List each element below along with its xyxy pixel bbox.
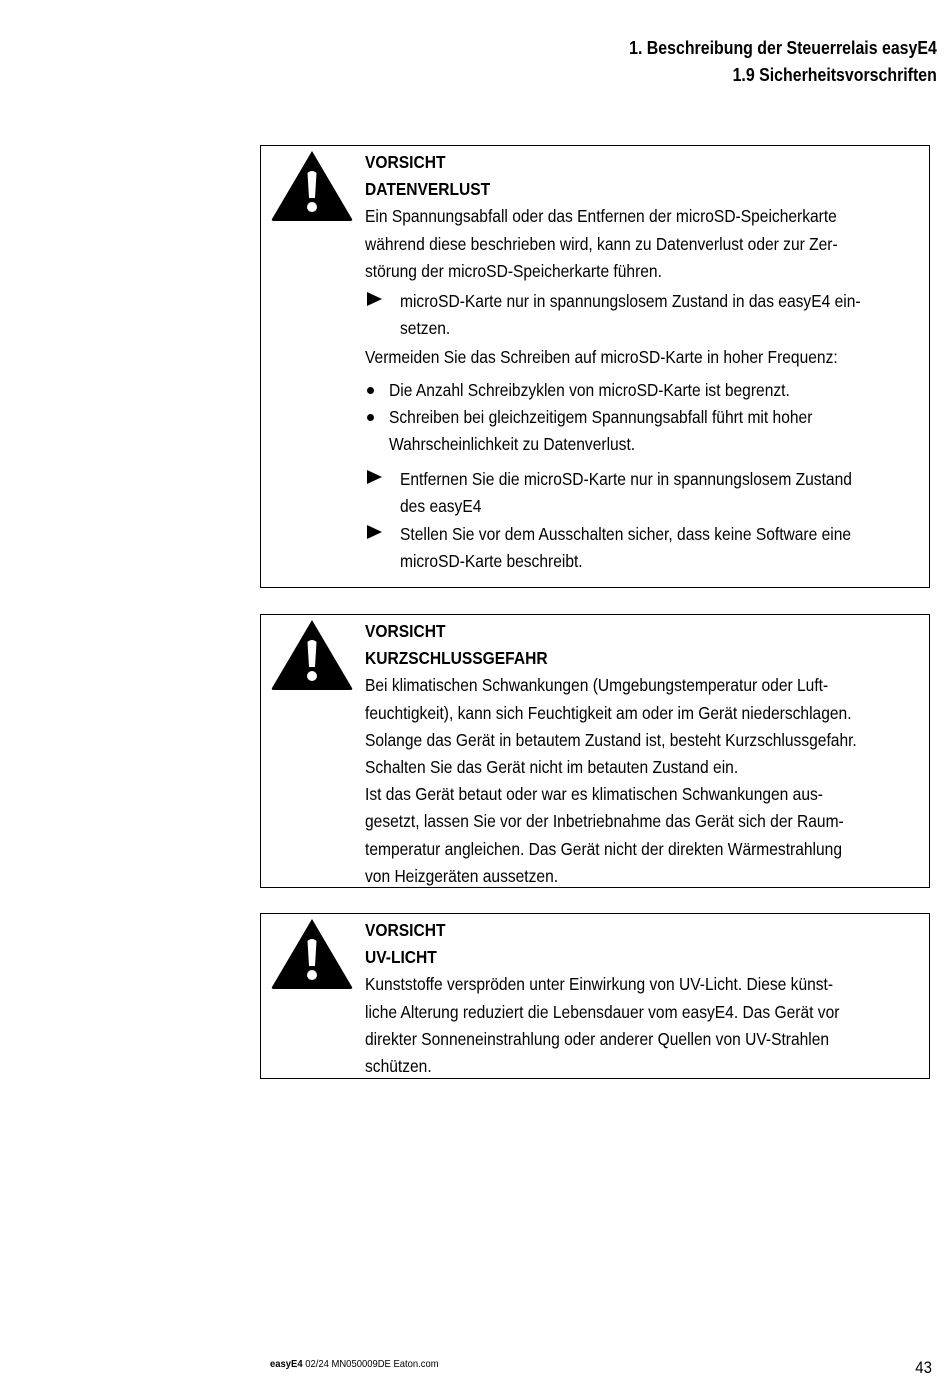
warning-content bbox=[365, 146, 929, 580]
warning-box-uv-licht bbox=[260, 913, 930, 1079]
warning-text-line: Bei klimatischen Schwankungen (Umgebungstemperatur oder Luft- bbox=[365, 675, 829, 696]
page-footer bbox=[270, 1358, 439, 1370]
instruction-step bbox=[365, 466, 923, 520]
warning-title: KURZSCHLUSSGEFAHR bbox=[365, 648, 548, 669]
page-header bbox=[579, 34, 937, 88]
warning-text-line: von Heizgeräten aussetzen. bbox=[365, 865, 559, 886]
bullet-icon bbox=[367, 387, 374, 394]
list-item bbox=[365, 377, 923, 404]
bullet-icon bbox=[367, 414, 374, 421]
list-item-text: Wahrscheinlichkeit zu Datenverlust. bbox=[389, 434, 636, 455]
warning-text-line: schützen. bbox=[365, 1056, 432, 1077]
step-text-line: microSD-Karte beschreibt. bbox=[400, 550, 583, 571]
arrow-right-icon bbox=[367, 525, 382, 539]
warning-title: UV-LICHT bbox=[365, 947, 437, 968]
footer-info: 02/24 MN050009DE Eaton.com bbox=[305, 1358, 439, 1370]
step-text-line: microSD-Karte nur in spannungslosem Zustand in das easyE4 ein- bbox=[400, 291, 861, 312]
page-number: 43 bbox=[915, 1358, 932, 1377]
warning-title: DATENVERLUST bbox=[365, 179, 491, 200]
step-text-line: des easyE4 bbox=[400, 496, 482, 517]
warning-text-line: gesetzt, lassen Sie vor der Inbetriebnahme das Gerät sich der Raum- bbox=[365, 811, 844, 832]
warning-text-line: temperatur angleichen. Das Gerät nicht der direkten Wärmestrahlung bbox=[365, 838, 843, 859]
step-text-line: Stellen Sie vor dem Ausschalten sicher, dass keine Software eine bbox=[400, 523, 852, 544]
section-title: 1.9 Sicherheitsvorschriften bbox=[732, 64, 937, 85]
list-item-text: Schreiben bei gleichzeitigem Spannungsabfall führt mit hoher bbox=[389, 406, 813, 427]
arrow-right-icon bbox=[367, 470, 382, 484]
warning-box-datenverlust bbox=[260, 145, 930, 588]
step-text-line: setzen. bbox=[400, 318, 451, 339]
warning-label: VORSICHT bbox=[365, 621, 446, 641]
warning-label: VORSICHT bbox=[365, 920, 446, 940]
footer-product: easyE4 bbox=[270, 1358, 303, 1370]
warning-text-line: Ein Spannungsabfall oder das Entfernen der microSD-Speicherkarte bbox=[365, 206, 837, 227]
warning-text-line: Kunststoffe verspröden unter Einwirkung von UV-Licht. Diese künst- bbox=[365, 974, 834, 995]
warning-text-line: während diese beschrieben wird, kann zu Datenverlust oder zur Zer- bbox=[365, 233, 838, 254]
warning-text-line: Schalten Sie das Gerät nicht im betauten Zustand ein. bbox=[365, 757, 739, 778]
warning-note: Vermeiden Sie das Schreiben auf microSD-Karte in hoher Frequenz: bbox=[365, 347, 838, 368]
warning-content bbox=[365, 615, 929, 895]
chapter-title: 1. Beschreibung der Steuerrelais easyE4 bbox=[629, 37, 937, 58]
warning-box-kurzschlussgefahr bbox=[260, 614, 930, 888]
list-item bbox=[365, 404, 923, 458]
warning-text-line: Solange das Gerät in betautem Zustand ist, besteht Kurzschlussgefahr. bbox=[365, 729, 857, 750]
warning-triangle-icon bbox=[268, 147, 356, 223]
arrow-right-icon bbox=[367, 292, 382, 306]
warning-text-line: liche Alterung reduziert die Lebensdauer vom easyE4. Das Gerät vor bbox=[365, 1001, 840, 1022]
step-text-line: Entfernen Sie die microSD-Karte nur in spannungslosem Zustand bbox=[400, 469, 852, 490]
warning-text-line: Ist das Gerät betaut oder war es klimatischen Schwankungen aus- bbox=[365, 784, 823, 805]
warning-text-line: direkter Sonneneinstrahlung oder anderer Quellen von UV-Strahlen bbox=[365, 1028, 830, 1049]
warning-text-line: feuchtigkeit), kann sich Feuchtigkeit am oder im Gerät niederschlagen. bbox=[365, 702, 852, 723]
warning-triangle-icon bbox=[268, 616, 356, 692]
instruction-step bbox=[365, 288, 923, 342]
warning-triangle-icon bbox=[268, 915, 356, 991]
list-item-text: Die Anzahl Schreibzyklen von microSD-Karte ist begrenzt. bbox=[389, 379, 790, 400]
warning-content bbox=[365, 914, 929, 1085]
instruction-step bbox=[365, 521, 923, 575]
warning-text-line: störung der microSD-Speicherkarte führen. bbox=[365, 260, 662, 281]
warning-label: VORSICHT bbox=[365, 152, 446, 172]
